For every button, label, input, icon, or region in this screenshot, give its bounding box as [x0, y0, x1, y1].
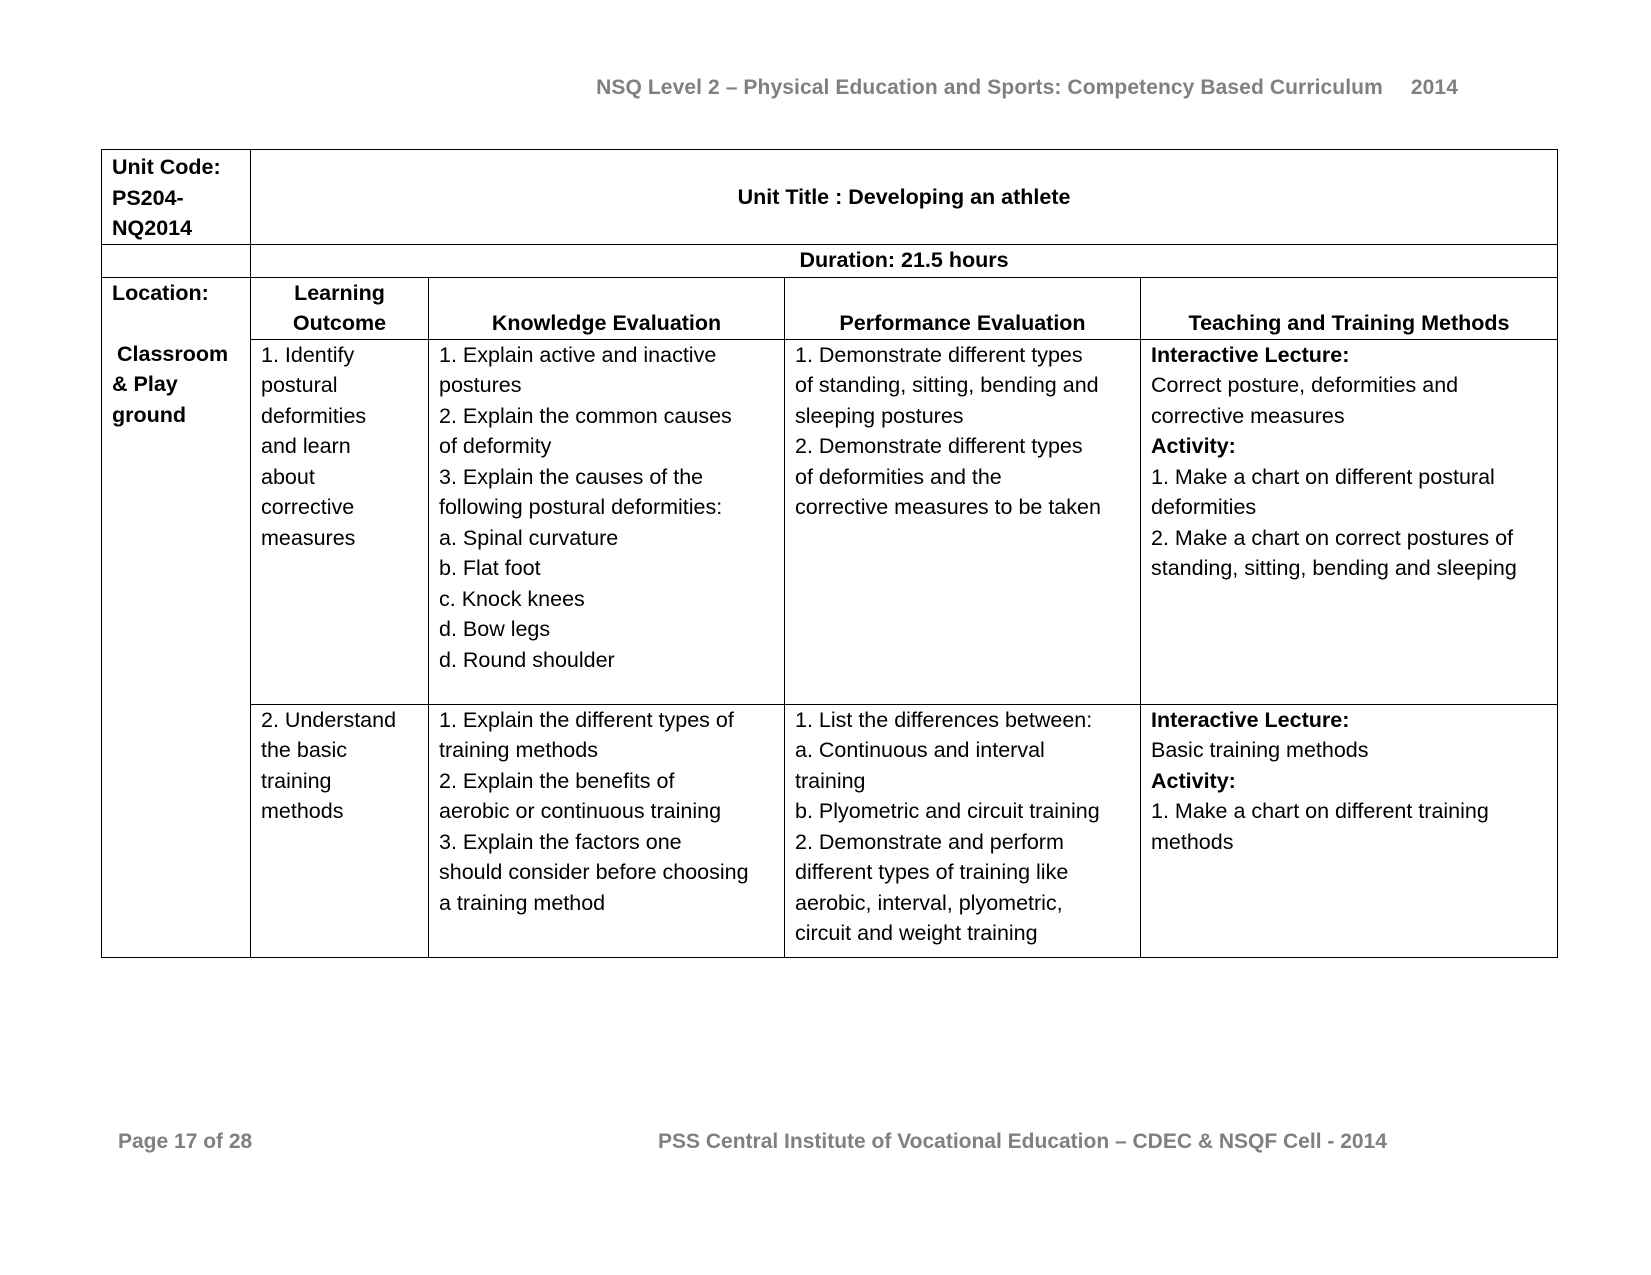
outcome-cell [251, 704, 429, 957]
teaching-cell [1141, 704, 1558, 957]
text-line: Basic training methods [1151, 738, 1369, 762]
text-line: of deformity [439, 434, 552, 458]
col-knowledge [429, 277, 785, 339]
performance-cell [785, 704, 1141, 957]
unit-table [101, 149, 1558, 958]
text-line: aerobic, interval, plyometric, [795, 890, 1063, 915]
location-label: Location: [112, 280, 209, 305]
location-line-2: & Play [112, 372, 178, 396]
table-row [102, 704, 1558, 957]
unit-code-line-2: NQ2014 [112, 216, 193, 240]
table-row [102, 339, 1558, 704]
text-line: 2. Demonstrate different types [795, 434, 1083, 458]
text-line: 3. Explain the factors one [439, 829, 682, 854]
text-line: a. Continuous and interval [795, 738, 1045, 762]
col-performance [785, 277, 1141, 339]
teaching-cell [1141, 339, 1558, 704]
location-line-3: ground [112, 402, 187, 427]
interactive-lecture-label: Interactive Lecture: [1151, 707, 1350, 732]
footer-institute: PSS Central Institute of Vocational Education – CDEC & NSQF Cell - 2014 [658, 1130, 1387, 1153]
column-header-row [102, 277, 1558, 339]
running-header [596, 76, 1458, 100]
text-line: Correct posture, deformities and [1151, 373, 1459, 397]
text-line: postures [439, 373, 522, 397]
text-line: different types of training like [795, 860, 1069, 884]
header-title: NSQ Level 2 – Physical Education and Sports: Competency Based Curriculum [596, 76, 1383, 99]
text-line: 2. Explain the common causes [439, 403, 732, 428]
col-learning-outcome-line-2: Outcome [292, 311, 387, 335]
unit-title-cell [251, 150, 1558, 245]
text-line: standing, sitting, bending and sleeping [1151, 556, 1517, 580]
text-line: 1. Identify [261, 342, 355, 367]
unit-code-line-1: PS204- [112, 185, 184, 210]
text-line: of deformities and the [795, 464, 1002, 489]
text-line: corrective [261, 495, 355, 519]
text-line: 2. Make a chart on correct postures of [1151, 525, 1514, 550]
outcome-cell [251, 339, 429, 704]
knowledge-cell [429, 339, 785, 704]
header-year: 2014 [1410, 76, 1458, 99]
spacer [112, 308, 240, 339]
text-line: training methods [439, 738, 598, 762]
text-line: sleeping postures [795, 403, 964, 428]
text-line: 2. Understand [261, 707, 397, 732]
text-line: methods [261, 799, 344, 823]
col-teaching-label: Teaching and Training Methods [1188, 311, 1510, 335]
empty-cell [102, 244, 251, 277]
location-cell [102, 277, 251, 957]
col-learning-outcome-line-1: Learning [294, 280, 385, 305]
text-line: 1. Demonstrate different types [795, 342, 1083, 367]
text-line: deformities [1151, 495, 1257, 519]
text-line: 1. List the differences between: [795, 707, 1093, 732]
activity-label: Activity: [1151, 434, 1236, 458]
interactive-lecture-label: Interactive Lecture: [1151, 342, 1350, 367]
text-line: following postural deformities: [439, 495, 723, 519]
duration-cell [251, 244, 1558, 277]
text-line: d. Bow legs [439, 617, 551, 641]
text-line: deformities [261, 403, 367, 428]
col-performance-label: Performance Evaluation [839, 311, 1086, 335]
text-line: circuit and weight training [795, 921, 1038, 945]
text-line: about [261, 464, 315, 489]
text-line: methods [1151, 829, 1234, 854]
text-line: and learn [261, 434, 351, 458]
text-line: d. Round shoulder [439, 647, 615, 672]
unit-title: Unit Title : Developing an athlete [737, 184, 1071, 209]
text-line: corrective measures [1151, 403, 1345, 428]
unit-code-row [102, 150, 1558, 245]
text-line: aerobic or continuous training [439, 799, 722, 823]
text-line: 1. Make a chart on different postural [1151, 464, 1495, 489]
unit-code-cell [102, 150, 251, 245]
text-line: 2. Demonstrate and perform [795, 829, 1064, 854]
text-line: a training method [439, 890, 606, 915]
text-line: of standing, sitting, bending and [795, 373, 1099, 397]
unit-code-label: Unit Code: [112, 155, 221, 179]
text-line: measures [261, 525, 356, 550]
page-number: Page 17 of 28 [118, 1130, 253, 1153]
location-line-1: Classroom [117, 341, 229, 366]
text-line: 1. Explain the different types of [439, 707, 734, 732]
text-line: 1. Explain active and inactive [439, 342, 717, 367]
activity-label: Activity: [1151, 768, 1236, 793]
col-knowledge-label: Knowledge Evaluation [491, 311, 722, 335]
performance-cell [785, 339, 1141, 704]
col-teaching [1141, 277, 1558, 339]
text-line: b. Flat foot [439, 556, 541, 580]
knowledge-cell [429, 704, 785, 957]
text-line: b. Plyometric and circuit training [795, 799, 1100, 823]
col-learning-outcome [251, 277, 429, 339]
duration: Duration: 21.5 hours [799, 247, 1009, 272]
text-line: the basic [261, 738, 348, 762]
text-line: c. Knock knees [439, 586, 585, 611]
text-line: training [795, 768, 866, 793]
text-line: training [261, 768, 332, 793]
duration-row [102, 244, 1558, 277]
text-line: 1. Make a chart on different training [1151, 799, 1489, 823]
text-line: should consider before choosing [439, 860, 749, 884]
text-line: 3. Explain the causes of the [439, 464, 704, 489]
text-line: a. Spinal curvature [439, 525, 619, 550]
text-line: corrective measures to be taken [795, 495, 1101, 519]
text-line: postural [261, 373, 338, 397]
text-line: 2. Explain the benefits of [439, 768, 675, 793]
